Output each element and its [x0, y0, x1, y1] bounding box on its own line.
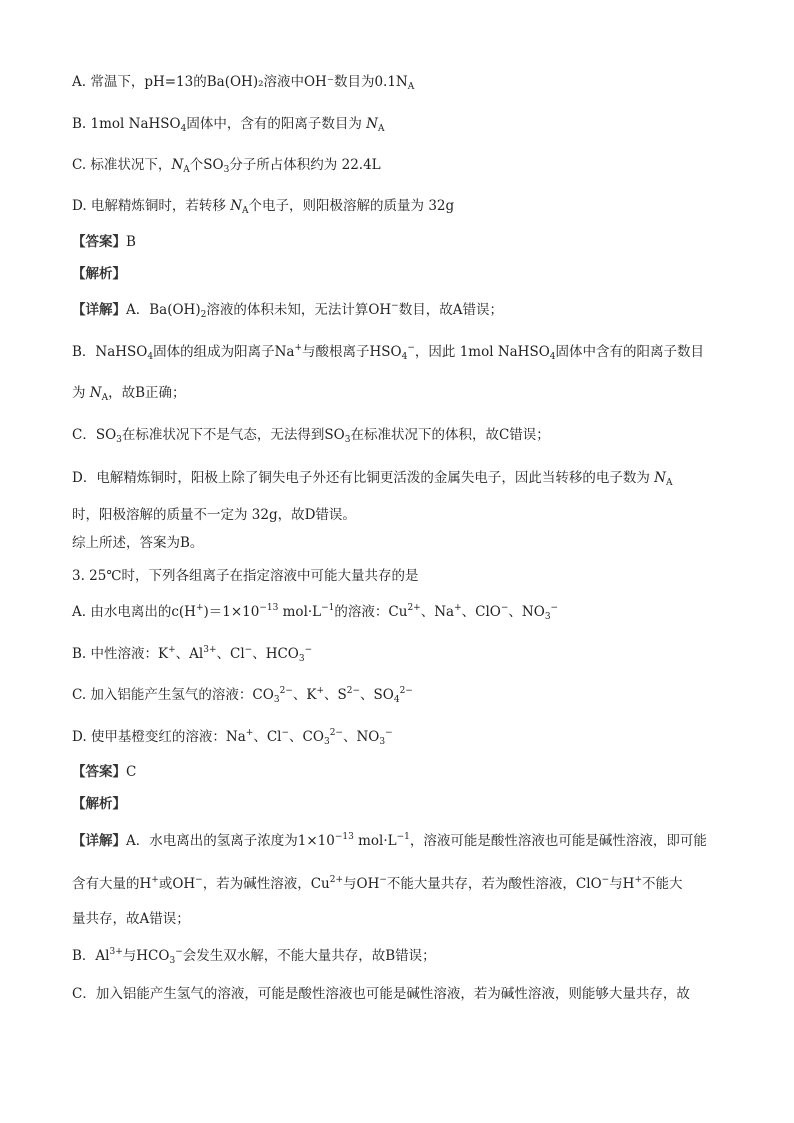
q2-detail-a [72, 300, 734, 320]
q3-detail-b: B．$Al^{3+}$与$HCO_3^-$会发生双水解，不能大量共存，故B错误； [72, 947, 436, 966]
q2-detail-b-line1: B．NaHSO$_4$固体的组成为阳离子Na+与酸根离子$HSO_4^-$，因此 1mol NaHSO$_4$固体中含有的阳离子数目 [72, 343, 705, 362]
q2-option-a: A. 常温下，pH=13的Ba(OH)₂溶液中OH⁻数目为$0.1N_A$ [72, 74, 415, 92]
q2-option-b: B. 1mol NaHSO$_4$固体中，含有的阳离子数目为 $N_A$ [72, 116, 385, 134]
q3-option-c: C. 加入铝能产生氢气的溶液：$CO_3^{2-}$、K+、$S^{2-}$、$SO_4^{2-}$ [72, 686, 413, 705]
q2-analysis-label [72, 264, 734, 284]
answer-value: C [126, 764, 137, 780]
q3-analysis-label [72, 794, 734, 814]
detail-label: 【详解】 [72, 302, 126, 318]
q3-option-a: A. 由水电离出的$c(H^+)=1\times 10^{-13}$ $mol\cdot L^{-1}$的溶液：$Cu^{2+}$、Na+、ClO−、$NO_3^-$ [72, 603, 559, 622]
detail-label: 【详解】 [72, 833, 126, 849]
q2-summary: 综上所述，答案为B。 [72, 535, 204, 551]
q3-detail-c: C．加入铝能产生氢气的溶液，可能是酸性溶液也可能是碱性溶液，若为碱性溶液，则能够大量共存，故 [72, 986, 690, 1002]
q3-detail-a-line3: 量共存，故A错误； [72, 911, 190, 927]
q2-detail-a-text: A．$Ba(OH)_2$溶液的体积未知，无法计算OH−数目，故A错误； [126, 301, 503, 320]
q3-detail-a-line2: 含有大量的H+或OH−，若为碱性溶液，$Cu^{2+}$与OH−不能大量共存，若为酸性溶液，ClO−与H+不能大 [72, 875, 683, 892]
q3-detail-a-line1 [72, 831, 734, 851]
q3-answer [72, 762, 734, 782]
analysis-label: 【解析】 [72, 796, 126, 812]
q2-detail-c: C．$SO_3$在标准状况下不是气态，无法得到$SO_3$在标准状况下的体积，故C错误； [72, 427, 550, 445]
answer-label: 【答案】 [72, 764, 126, 780]
q2-detail-d-line2: 时，阳极溶解的质量不一定为 32g，故D错误。 [72, 507, 356, 523]
q2-answer [72, 232, 734, 252]
q2-option-c: C. 标准状况下，$N_A$个$SO_3$分子所占体积约为 22.4L [72, 157, 381, 175]
q2-detail-d-line1: D．电解精炼铜时，阳极上除了铜失电子外还有比铜更活泼的金属失电子，因此当转移的电子数为 $N_A$ [72, 470, 673, 488]
answer-value: B [126, 234, 136, 250]
q3-option-b: B. 中性溶液：K+、$Al^{3+}$、Cl−、$HCO_3^-$ [72, 645, 313, 664]
q3-detail-a-text: A．水电离出的氢离子浓度为$1\times 10^{-13}$ $mol\cdot L^{-1}$，溶液可能是酸性溶液也可能是碱性溶液，即可能 [126, 832, 707, 849]
q3-stem: 3. 25℃时，下列各组离子在指定溶液中可能大量共存的是 [72, 568, 419, 584]
q2-option-d: D. 电解精炼铜时，若转移 $N_A$个电子，则阳极溶解的质量为 32g [72, 198, 455, 216]
q2-detail-b-line2: 为 $N_A$，故B正确； [72, 385, 186, 403]
q3-option-d: D. 使甲基橙变红的溶液：Na+、Cl−、$CO_3^{2-}$、$NO_3^-$ [72, 728, 393, 747]
answer-label: 【答案】 [72, 234, 126, 250]
analysis-label: 【解析】 [72, 266, 126, 282]
